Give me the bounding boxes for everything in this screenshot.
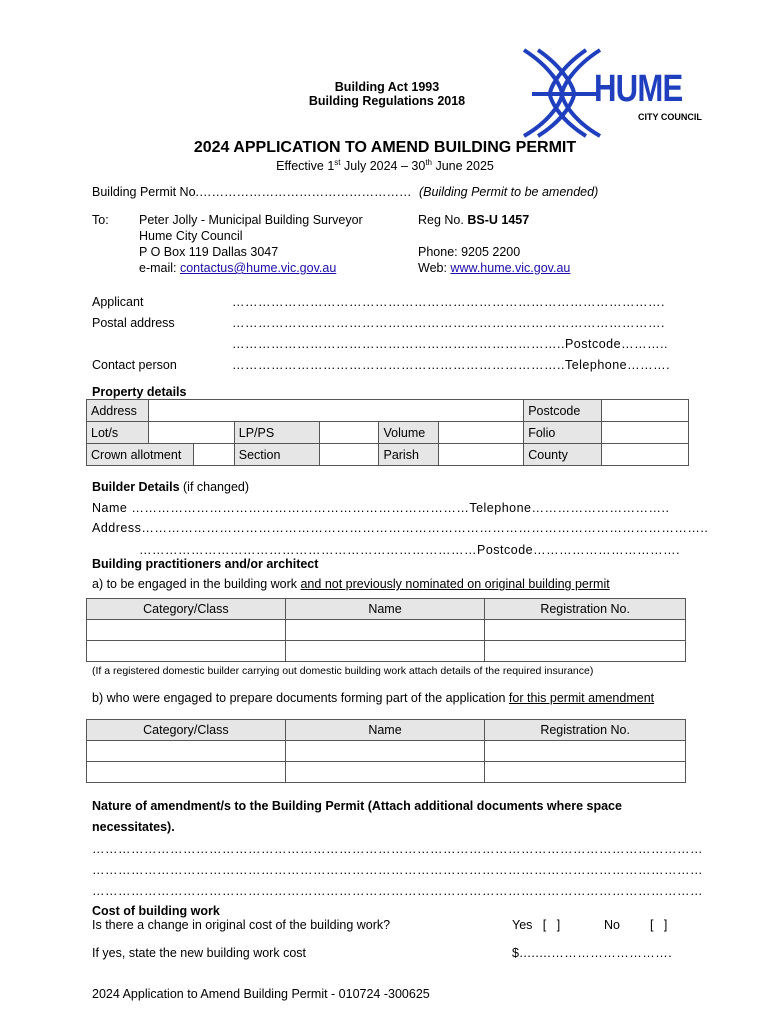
property-table xyxy=(86,399,689,466)
practitioners-a-table xyxy=(86,598,686,662)
section-input[interactable] xyxy=(319,444,379,466)
registration-header: Registration No. xyxy=(485,599,686,620)
property-heading: Property details xyxy=(92,385,187,399)
table-cell[interactable] xyxy=(485,741,686,762)
nature-line-1[interactable]: …………………………………………………………………………………………………………………………… xyxy=(92,842,703,856)
email-label: e-mail: xyxy=(139,261,180,275)
table-cell[interactable] xyxy=(87,741,286,762)
practitioners-heading: Building practitioners and/or architect xyxy=(92,557,319,571)
web-label: Web: xyxy=(418,261,451,275)
table-cell[interactable] xyxy=(485,620,686,641)
email-link[interactable]: contactus@hume.vic.gov.au xyxy=(179,261,337,275)
no-label: No xyxy=(604,918,620,932)
county-input[interactable] xyxy=(602,444,689,466)
phone: Phone: 9205 2200 xyxy=(418,245,521,259)
surveyor-name: Peter Jolly - Municipal Building Surveyor xyxy=(139,213,363,227)
effective-sup1: st xyxy=(334,158,341,167)
yes-checkbox[interactable]: Yes [ ] xyxy=(512,918,561,932)
table-cell[interactable] xyxy=(285,620,485,641)
web-link[interactable]: www.hume.vic.gov.au xyxy=(450,261,571,275)
crown-label: Crown allotment xyxy=(87,444,194,466)
permit-number-line[interactable] xyxy=(92,185,598,199)
postcode-field[interactable]: …………………………………………………………………..Postcode……….. xyxy=(232,337,669,351)
folio-label: Folio xyxy=(524,422,602,444)
reg-line xyxy=(418,213,529,227)
effective-dates xyxy=(0,158,770,173)
practitioners-a-underlined: and not previously nominated on original building permit xyxy=(300,577,610,591)
parish-input[interactable] xyxy=(439,444,524,466)
registration-header: Registration No. xyxy=(485,720,686,741)
table-cell[interactable] xyxy=(485,641,686,662)
reg-label: Reg No. xyxy=(418,213,468,227)
po-box: P O Box 119 Dallas 3047 xyxy=(139,245,279,259)
cost-question: Is there a change in original cost of the building work? xyxy=(92,918,391,932)
category-header: Category/Class xyxy=(87,599,286,620)
lots-label: Lot/s xyxy=(87,422,149,444)
builder-postcode-field[interactable]: ……………………………………………………………………Postcode……………………………. xyxy=(139,543,681,557)
practitioners-b-underlined: for this permit amendment xyxy=(508,691,655,705)
new-cost-field[interactable]: $........………………………. xyxy=(512,946,673,960)
category-header: Category/Class xyxy=(87,720,286,741)
logo-text: HUME xyxy=(594,68,683,110)
name-header: Name xyxy=(285,720,485,741)
reg-number: BS-U 1457 xyxy=(467,213,530,227)
footer: 2024 Application to Amend Building Permit - 010724 -300625 xyxy=(92,987,430,1001)
permit-number-label: Building Permit No.…………………………………………… xyxy=(92,185,412,199)
lpps-input[interactable] xyxy=(319,422,379,444)
table-cell[interactable] xyxy=(87,641,286,662)
builder-name-field[interactable]: Name ……………………………………………………………………Telephone………………………….. xyxy=(92,501,670,515)
practitioners-b-prefix: b) who were engaged to prepare documents forming part of the application xyxy=(92,691,509,705)
postcode-label: Postcode xyxy=(524,400,602,422)
crown-input[interactable] xyxy=(193,444,234,466)
no-checkbox[interactable]: [ ] xyxy=(650,918,668,932)
builder-heading-line xyxy=(92,480,249,494)
effective-sup2: th xyxy=(425,158,432,167)
logo-subtext: CITY COUNCIL xyxy=(638,112,702,122)
table-cell[interactable] xyxy=(87,762,286,783)
table-cell[interactable] xyxy=(87,620,286,641)
nature-line-3[interactable]: …………………………………………………………………………………………………………………………… xyxy=(92,884,703,898)
contact-field[interactable]: …………………………………………………………………..Telephone………. xyxy=(232,358,671,372)
nature-heading-2: necessitates). xyxy=(92,820,175,834)
table-cell[interactable] xyxy=(285,641,485,662)
insurance-note: (If a registered domestic builder carrying out domestic building work attach details of the required insurance) xyxy=(92,665,594,677)
lpps-label: LP/PS xyxy=(234,422,319,444)
parish-label: Parish xyxy=(379,444,439,466)
cost-heading: Cost of building work xyxy=(92,904,220,918)
regs-title: Building Regulations 2018 xyxy=(308,94,466,108)
practitioners-b-table xyxy=(86,719,686,783)
table-cell[interactable] xyxy=(285,741,485,762)
postcode-input[interactable] xyxy=(602,400,689,422)
applicant-label: Applicant xyxy=(92,295,144,309)
practitioners-a-line xyxy=(92,577,610,591)
contact-label: Contact person xyxy=(92,358,177,372)
act-title: Building Act 1993 xyxy=(334,80,440,94)
lots-input[interactable] xyxy=(148,422,234,444)
postal-field[interactable]: ………………………………………………………………………………………. xyxy=(232,316,665,330)
effective-middle: July 2024 – 30 xyxy=(340,159,426,174)
effective-suffix: June 2025 xyxy=(431,159,494,174)
name-header: Name xyxy=(285,599,485,620)
volume-label: Volume xyxy=(379,422,439,444)
postal-label: Postal address xyxy=(92,316,175,330)
new-cost-label: If yes, state the new building work cost xyxy=(92,946,306,960)
table-cell[interactable] xyxy=(285,762,485,783)
practitioners-a-prefix: a) to be engaged in the building work xyxy=(92,577,301,591)
table-cell[interactable] xyxy=(485,762,686,783)
nature-line-2[interactable]: …………………………………………………………………………………………………………………………… xyxy=(92,863,703,877)
practitioners-b-line xyxy=(92,691,654,705)
effective-prefix: Effective 1 xyxy=(276,159,335,174)
council-name: Hume City Council xyxy=(139,229,243,243)
volume-input[interactable] xyxy=(439,422,524,444)
web-line xyxy=(418,261,570,275)
builder-heading: Builder Details xyxy=(92,480,180,494)
folio-input[interactable] xyxy=(602,422,689,444)
nature-heading-1: Nature of amendment/s to the Building Permit (Attach additional documents where space xyxy=(92,799,622,813)
county-label: County xyxy=(524,444,602,466)
page-title: 2024 APPLICATION TO AMEND BUILDING PERMIT xyxy=(193,139,577,156)
address-input[interactable] xyxy=(148,400,523,422)
section-label: Section xyxy=(234,444,319,466)
to-label: To: xyxy=(92,213,109,227)
builder-address-field[interactable]: Address………………………………………………………………………………………………………………….. xyxy=(92,521,709,535)
address-label: Address xyxy=(87,400,149,422)
hume-logo xyxy=(522,48,702,138)
applicant-field[interactable]: ………………………………………………………………………………………. xyxy=(232,295,665,309)
email-line xyxy=(139,261,336,275)
permit-number-note: (Building Permit to be amended) xyxy=(418,185,599,199)
builder-heading-note: (if changed) xyxy=(179,480,250,494)
